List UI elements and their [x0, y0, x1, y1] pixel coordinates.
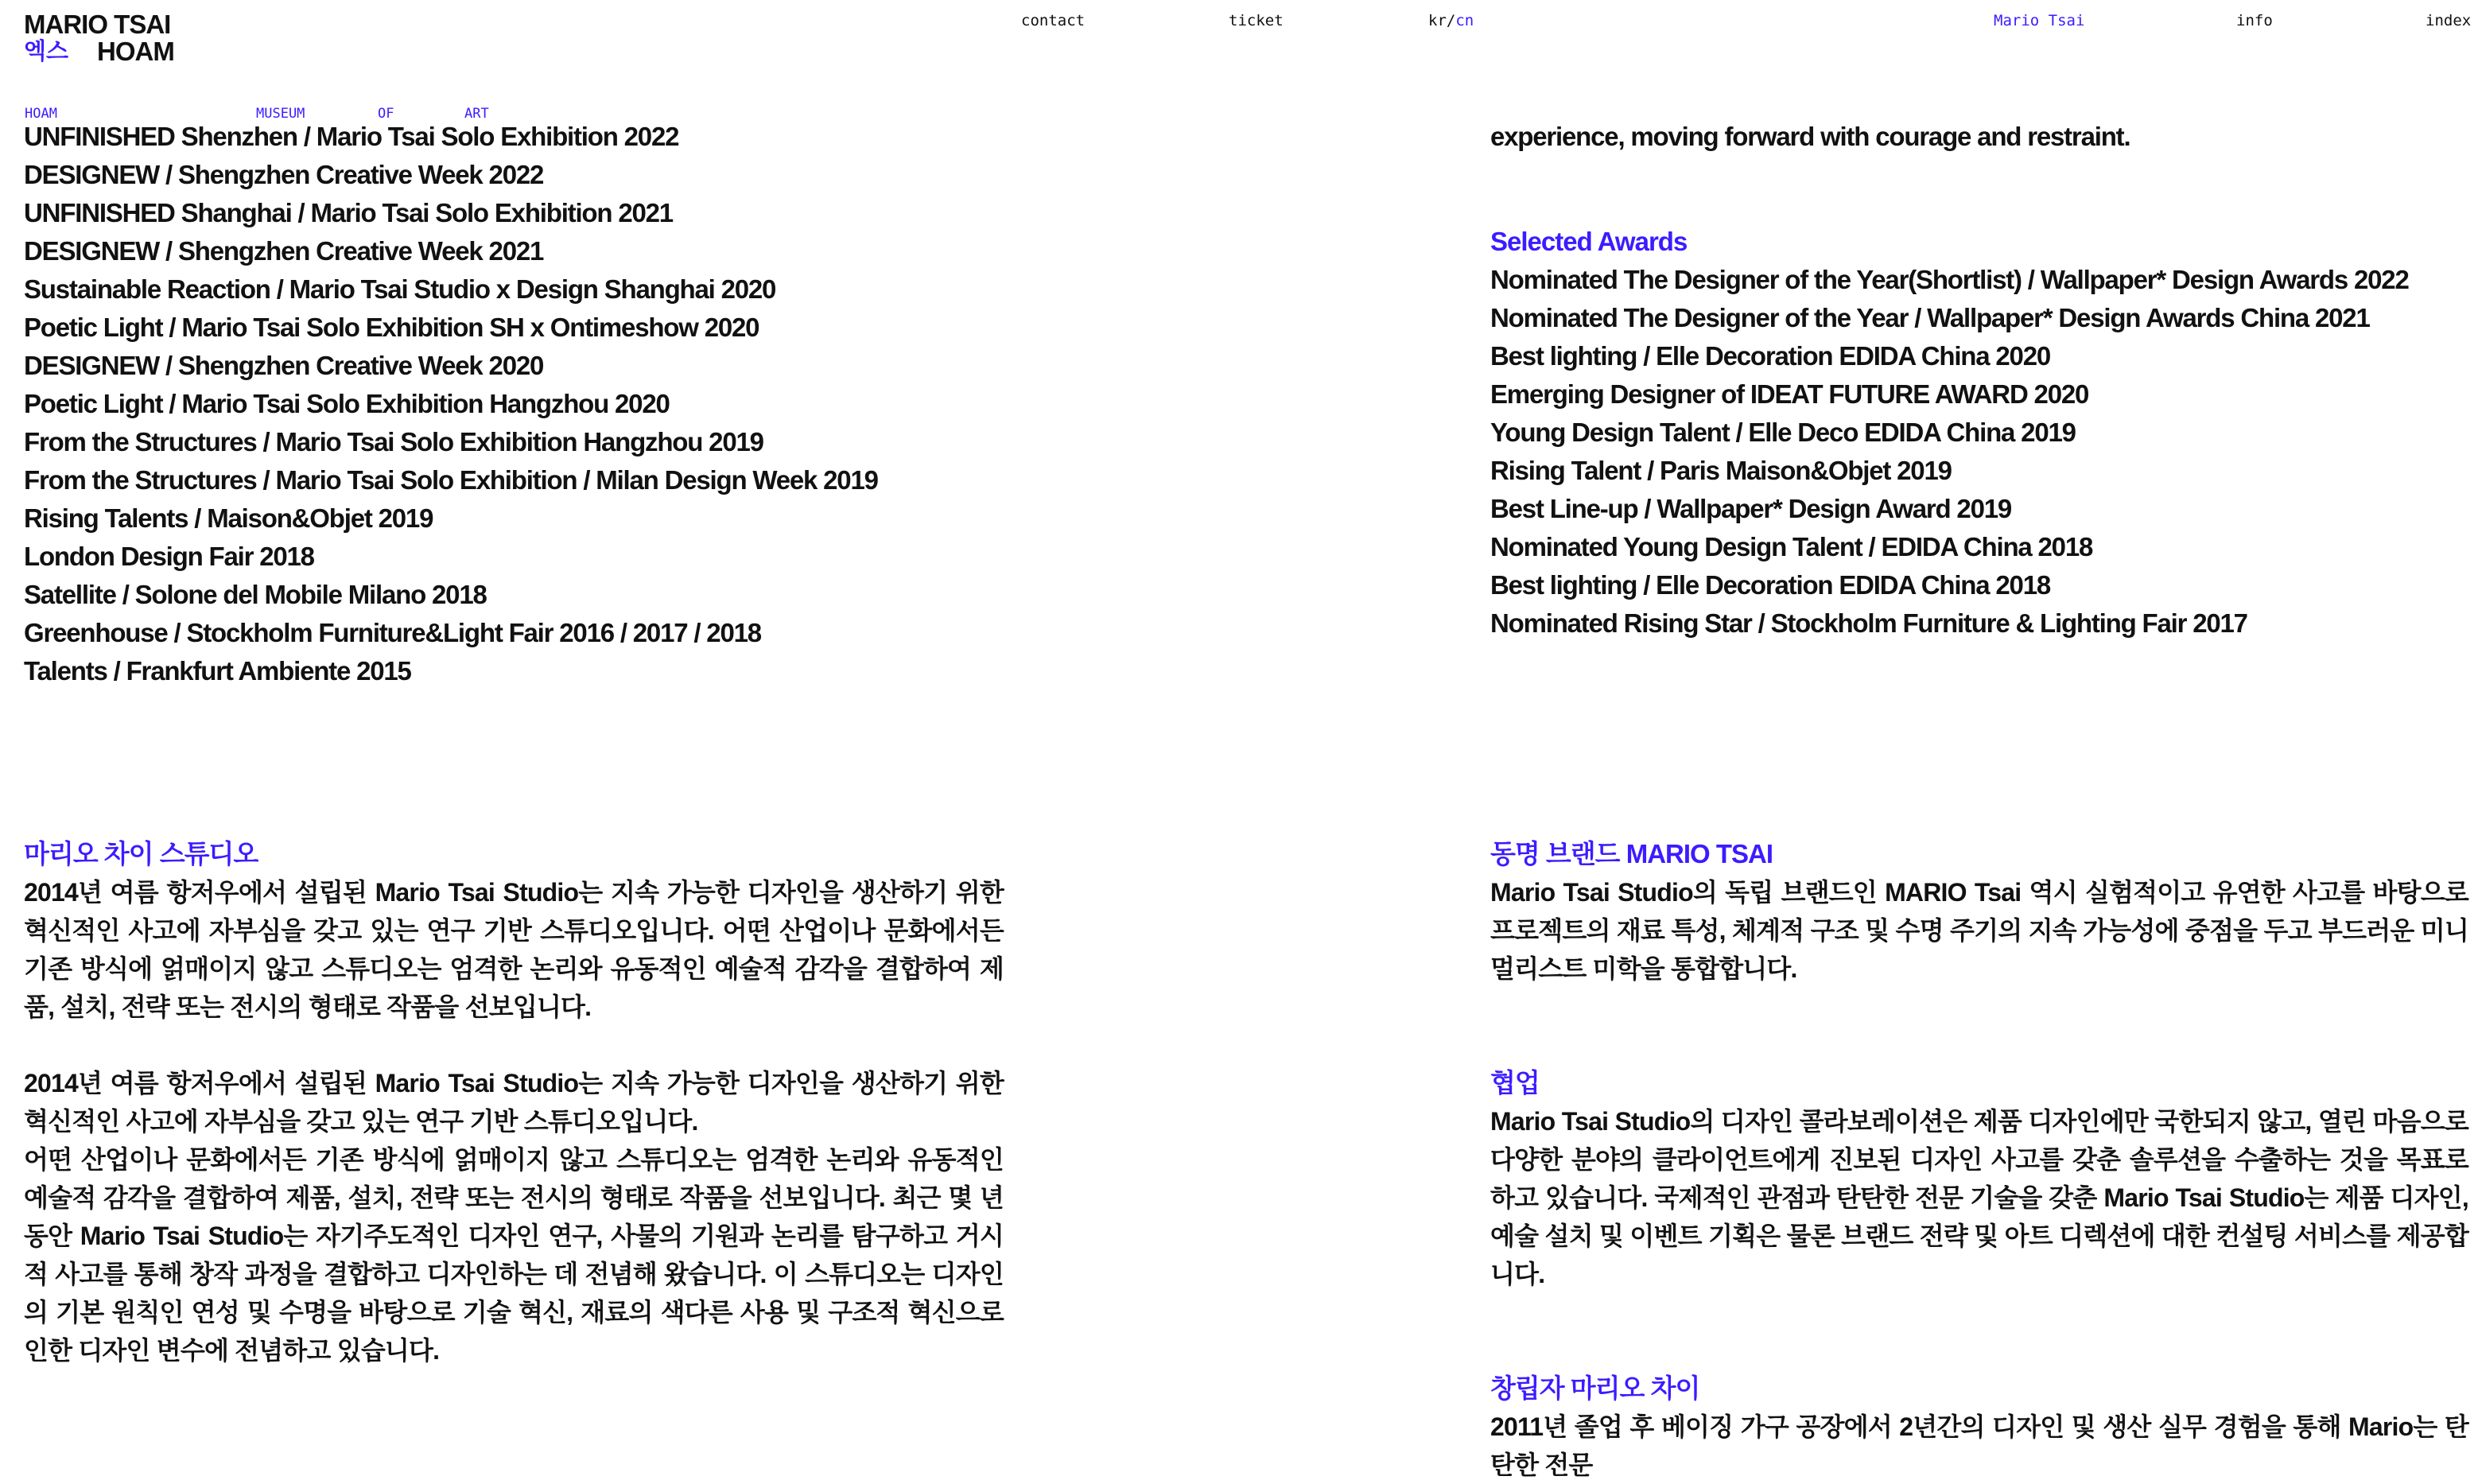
collab-heading: 협업	[1490, 1068, 1540, 1097]
subnav-art[interactable]: ART	[464, 106, 489, 122]
founder-paragraph: 2011년 졸업 후 베이징 가구 공장에서 2년간의 디자인 및 생산 실무 경험을 통해 Mario는 탄탄한 전문	[1490, 1412, 2468, 1479]
award-item: Nominated Young Design Talent / EDIDA China 2018	[1490, 532, 2093, 561]
exhibition-item: From the Structures / Mario Tsai Solo Exhibition / Milan Design Week 2019	[24, 465, 878, 495]
exhibition-item: Poetic Light / Mario Tsai Solo Exhibition Hangzhou 2020	[24, 389, 670, 418]
exhibition-item: Poetic Light / Mario Tsai Solo Exhibition SH x Ontimeshow 2020	[24, 313, 759, 342]
nav-contact-link[interactable]: contact	[1021, 12, 1086, 29]
exhibition-item: DESIGNEW / Shengzhen Creative Week 2021	[24, 236, 544, 266]
exhibitions-section	[24, 122, 1010, 700]
brand-paragraph: Mario Tsai Studio의 독립 브랜드인 MARIO Tsai 역시 실험적이고 유연한 사고를 바탕으로 프로젝트의 재료 특성, 체계적 구조 및 수명 주기의 지속 가능성에 중점을 두고 부드러운 미니멀리스트 미학을 통합합니다.	[1490, 878, 2468, 983]
exhibition-item: From the Structures / Mario Tsai Solo Exhibition Hangzhou 2019	[24, 427, 763, 456]
award-item: Best lighting / Elle Decoration EDIDA China 2018	[1490, 570, 2050, 600]
award-item: Nominated The Designer of the Year / Wallpaper* Design Awards China 2021	[1490, 303, 2370, 332]
studio-heading: 마리오 차이 스튜디오	[24, 839, 258, 868]
exhibition-item: DESIGNEW / Shengzhen Creative Week 2020	[24, 351, 544, 380]
studio-paragraph: 2014년 여름 항저우에서 설립된 Mario Tsai Studio는 지속 가능한 디자인을 생산하기 위한 혁신적인 사고에 자부심을 갖고 있는 연구 기반 스튜디오입니다. 어떤 산업이나 문화에서든 기존 방식에 얽매이지 않고 스튜디오는 엄격한 논리와 유동적인 예술적 감각을 결합하여 제품, 설치, 전략 또는 전시의 형태로 작품을 선보입니다.	[24, 878, 1004, 1021]
awards-section	[1490, 122, 2468, 668]
mission-text: experience, moving forward with courage and restraint.	[1490, 122, 2130, 151]
logo-text-hoam: HOAM	[97, 37, 174, 66]
studio-paragraph: 2014년 여름 항저우에서 설립된 Mario Tsai Studio는 지속 가능한 디자인을 생산하기 위한 혁신적인 사고에 자부심을 갖고 있는 연구 기반 스튜디오입니다.	[24, 1069, 1004, 1136]
nav-index-link[interactable]: index	[2426, 12, 2472, 29]
awards-heading: Selected Awards	[1490, 227, 1688, 256]
nav-ticket-link[interactable]: ticket	[1229, 12, 1284, 29]
subnav-hoam[interactable]: HOAM	[25, 106, 57, 122]
brand-heading: 동명 브랜드 MARIO TSAI	[1490, 839, 1773, 868]
exhibition-item: London Design Fair 2018	[24, 542, 314, 571]
exhibitions-list	[24, 118, 1010, 690]
exhibition-item: Sustainable Reaction / Mario Tsai Studio x Design Shanghai 2020	[24, 274, 776, 304]
award-item: Emerging Designer of IDEAT FUTURE AWARD 2020	[1490, 379, 2089, 409]
exhibition-item: UNFINISHED Shanghai / Mario Tsai Solo Exhibition 2021	[24, 198, 673, 227]
award-item: Best Line-up / Wallpaper* Design Award 2019	[1490, 494, 2012, 523]
founder-heading: 창립자 마리오 차이	[1490, 1373, 1700, 1403]
brand-section	[1490, 835, 2468, 1479]
subnav-museum[interactable]: MUSEUM	[256, 106, 305, 122]
award-item: Rising Talent / Paris Maison&Objet 2019	[1490, 456, 1952, 485]
exhibition-item: Greenhouse / Stockholm Furniture&Light Fair 2016 / 2017 / 2018	[24, 618, 761, 647]
collab-paragraph: Mario Tsai Studio의 디자인 콜라보레이션은 제품 디자인에만 국한되지 않고, 열린 마음으로 다양한 분야의 클라이언트에게 진보된 디자인 사고를 갖춘 솔루션을 수출하는 것을 목표로 하고 있습니다. 국제적인 관점과 탄탄한 전문 기술을 갖춘 Mario Tsai Studio는 제품 디자인, 예술 설치 및 이벤트 기획은 물론 브랜드 전략 및 아트 디렉션에 대한 컨설팅 서비스를 제공합니다.	[1490, 1107, 2468, 1288]
exhibition-item: Rising Talents / Maison&Objet 2019	[24, 503, 433, 533]
lang-kr-link[interactable]: kr/	[1428, 12, 1456, 29]
award-item: Best lighting / Elle Decoration EDIDA China 2020	[1490, 341, 2050, 371]
award-item: Nominated The Designer of the Year(Shortlist) / Wallpaper* Design Awards 2022	[1490, 265, 2409, 294]
language-switcher[interactable]	[1428, 12, 1474, 29]
award-item: Young Design Talent / Elle Deco EDIDA China 2019	[1490, 418, 2076, 447]
studio-section	[24, 835, 1004, 1365]
exhibition-item: DESIGNEW / Shengzhen Creative Week 2022	[24, 160, 544, 189]
nav-mario-tsai-link[interactable]: Mario Tsai	[1994, 12, 2085, 29]
logo-text-korean: 엑스	[24, 39, 69, 64]
awards-list	[1490, 261, 2468, 643]
exhibition-item: Satellite / Solone del Mobile Milano 2018	[24, 580, 487, 609]
nav-info-link[interactable]: info	[2236, 12, 2273, 29]
lang-cn-link[interactable]: cn	[1455, 12, 1474, 29]
subnav-of[interactable]: OF	[378, 106, 394, 122]
logo-text-mario-tsai: MARIO TSAI	[24, 10, 171, 39]
exhibition-item: Talents / Frankfurt Ambiente 2015	[24, 656, 411, 686]
exhibition-item: UNFINISHED Shenzhen / Mario Tsai Solo Exhibition 2022	[24, 122, 679, 151]
site-logo[interactable]	[24, 10, 191, 65]
studio-paragraph: 어떤 산업이나 문화에서든 기존 방식에 얽매이지 않고 스튜디오는 엄격한 논리와 유동적인 예술적 감각을 결합하여 제품, 설치, 전략 또는 전시의 형태로 작품을 선보입니다. 최근 몇 년 동안 Mario Tsai Studio는 자기주도적인 디자인 연구, 사물의 기원과 논리를 탐구하고 거시적 사고를 통해 창작 과정을 결합하고 디자인하는 데 전념해 왔습니다. 이 스튜디오는 디자인의 기본 원칙인 연성 및 수명을 바탕으로 기술 혁신, 재료의 색다른 사용 및 구조적 혁신으로 인한 디자인 변수에 전념하고 있습니다.	[24, 1145, 1004, 1365]
award-item: Nominated Rising Star / Stockholm Furniture & Lighting Fair 2017	[1490, 608, 2247, 638]
